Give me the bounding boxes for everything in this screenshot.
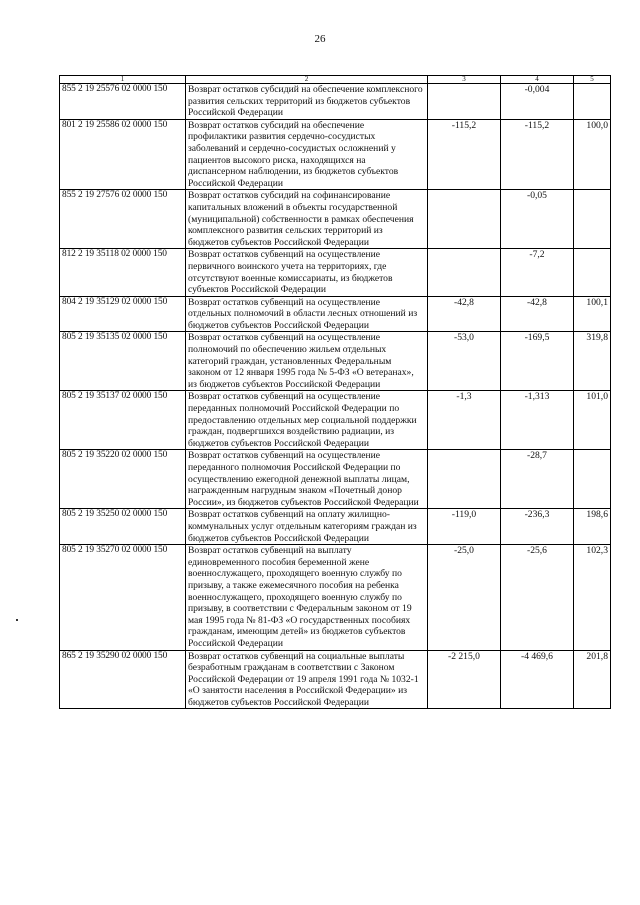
budget-code: 855 2 19 27576 02 0000 150 [60,190,186,249]
column-number-3: 3 [428,76,501,84]
actual-value: -28,7 [501,450,574,509]
percent-value: 201,8 [574,650,611,709]
plan-value: -25,0 [428,545,501,650]
item-name: Возврат остатков субвенций на осуществление переданного полномочия Российской Федерации по осуществлению ежегодной денежной выплаты лицам, награжденным нагрудным знаком «Почетный донор России», из бюджетов субъектов Российской Федерации [186,450,428,509]
table-body [60,84,611,709]
table-row [60,650,611,709]
percent-value: 101,0 [574,391,611,450]
table-row [60,509,611,545]
item-name: Возврат остатков субсидий на обеспечение профилактики развития сердечно-сосудистых заболеваний и сердечно-сосудистых осложнений у пациентов высокого риска, находящихся на диспансерном наблюдении, из бюджетов субъектов Российской Федерации [186,119,428,190]
budget-code: 805 2 19 35270 02 0000 150 [60,545,186,650]
column-number-2: 2 [186,76,428,84]
table-row [60,332,611,391]
item-name: Возврат остатков субсидий на софинансирование капитальных вложений в объекты государственной (муниципальной) собственности в рамках обеспечения комплексного развития сельских территорий из бюджетов субъектов Российской Федерации [186,190,428,249]
plan-value: -115,2 [428,119,501,190]
budget-code: 865 2 19 35290 02 0000 150 [60,650,186,709]
percent-value: 198,6 [574,509,611,545]
percent-value [574,450,611,509]
column-number-5: 5 [574,76,611,84]
actual-value: -236,3 [501,509,574,545]
budget-code: 812 2 19 35118 02 0000 150 [60,249,186,296]
plan-value: -1,3 [428,391,501,450]
item-name: Возврат остатков субвенций на выплату единовременного пособия беременной жене военнослужащего, проходящего военную службу по призыву, а также ежемесячного пособия на ребенка военнослужащего, проходящего военную службу по призыву, в соответствии с Федеральным законом от 19 мая 1995 года № 81-ФЗ «О государственных пособиях гражданам, имеющим детей» из бюджетов субъектов Российской Федерации [186,545,428,650]
item-name: Возврат остатков субвенций на осуществление переданных полномочий Российской Федерации по предоставлению отдельных мер социальной поддержки граждан, подвергшихся воздействию радиации, из бюджетов субъектов Российской Федерации [186,391,428,450]
table-row [60,84,611,120]
actual-value: -42,8 [501,296,574,332]
table-row [60,391,611,450]
budget-code: 804 2 19 35129 02 0000 150 [60,296,186,332]
percent-value: 102,3 [574,545,611,650]
budget-code: 801 2 19 25586 02 0000 150 [60,119,186,190]
plan-value: -119,0 [428,509,501,545]
item-name: Возврат остатков субвенций на осуществление первичного воинского учета на территориях, где отсутствуют военные комиссариаты, из бюджетов субъектов Российской Федерации [186,249,428,296]
percent-value [574,190,611,249]
actual-value: -1,313 [501,391,574,450]
budget-code: 805 2 19 35135 02 0000 150 [60,332,186,391]
actual-value: -0,004 [501,84,574,120]
actual-value: -4 469,6 [501,650,574,709]
item-name: Возврат остатков субвенций на осуществление полномочий по обеспечению жильем отдельных категорий граждан, установленных Федеральным законом от 12 января 1995 года № 5-ФЗ «О ветеранах», из бюджетов субъектов Российской Федерации [186,332,428,391]
column-number-1: 1 [60,76,186,84]
actual-value: -7,2 [501,249,574,296]
item-name: Возврат остатков субвенций на осуществление отдельных полномочий в области лесных отношений из бюджетов субъектов Российской Федерации [186,296,428,332]
plan-value [428,249,501,296]
column-number-row [60,76,611,84]
percent-value [574,249,611,296]
plan-value: -42,8 [428,296,501,332]
plan-value [428,450,501,509]
actual-value: -169,5 [501,332,574,391]
budget-code: 805 2 19 35220 02 0000 150 [60,450,186,509]
actual-value: -25,6 [501,545,574,650]
table-row [60,296,611,332]
page-number: 26 [314,33,326,45]
table-row [60,190,611,249]
table-row [60,119,611,190]
budget-table [59,75,611,709]
item-name: Возврат остатков субсидий на обеспечение комплексного развития сельских территорий из бюджетов субъектов Российской Федерации [186,84,428,120]
column-number-4: 4 [501,76,574,84]
budget-code: 805 2 19 35250 02 0000 150 [60,509,186,545]
actual-value: -115,2 [501,119,574,190]
item-name: Возврат остатков субвенций на социальные выплаты безработным гражданам в соответствии с Законом Российской Федерации от 19 апреля 1991 года № 1032-1 «О занятости населения в Российской Федерации» из бюджетов субъектов Российской Федерации [186,650,428,709]
table-row [60,450,611,509]
item-name: Возврат остатков субвенций на оплату жилищно-коммунальных услуг отдельным категориям граждан из бюджетов субъектов Российской Федерации [186,509,428,545]
plan-value: -2 215,0 [428,650,501,709]
plan-value [428,84,501,120]
percent-value: 100,1 [574,296,611,332]
scan-speck [16,619,18,621]
budget-code: 805 2 19 35137 02 0000 150 [60,391,186,450]
table-header [60,76,611,84]
percent-value [574,84,611,120]
plan-value: -53,0 [428,332,501,391]
plan-value [428,190,501,249]
table-row [60,249,611,296]
table-row [60,545,611,650]
budget-code: 855 2 19 25576 02 0000 150 [60,84,186,120]
actual-value: -0,05 [501,190,574,249]
percent-value: 319,8 [574,332,611,391]
percent-value: 100,0 [574,119,611,190]
